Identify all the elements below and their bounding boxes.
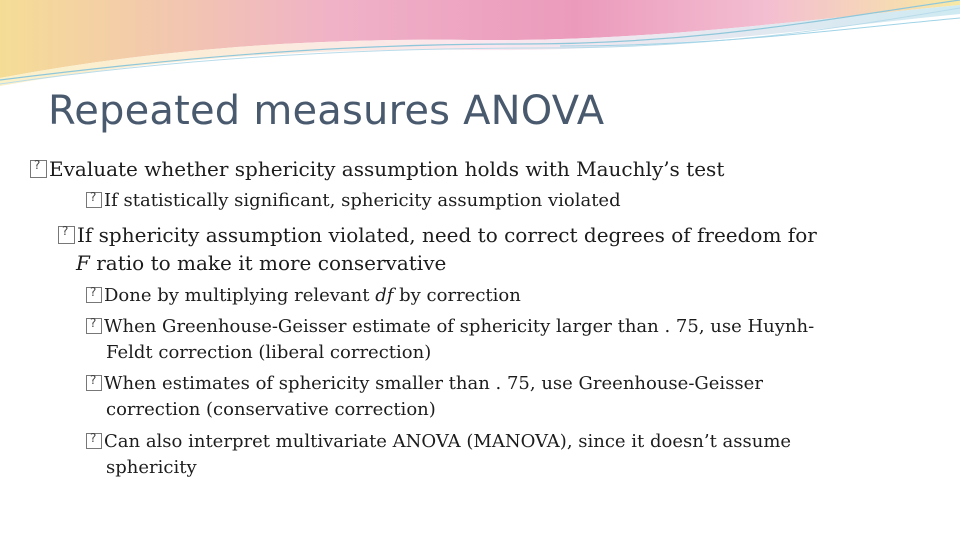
bullet-text: When estimates of sphericity smaller than . 75, use Greenhouse-Geisser [104,373,763,394]
bullet-text: Feldt correction (liberal correction) [106,342,432,363]
bullet-text: ratio to make it more conservative [89,251,447,275]
bullet-level1 [30,157,724,181]
bullet-marker-icon [86,433,102,449]
bullet-text: correction (conservative correction) [106,399,436,420]
bullet-text: Can also interpret multivariate ANOVA (MANOVA), since it doesn’t assume [104,431,792,452]
bullet-text: When Greenhouse-Geisser estimate of sphericity larger than . 75, use Huynh- [104,316,815,337]
bullet-continuation [106,457,197,478]
bullet-level2 [86,431,791,452]
bullet-marker-icon [86,318,102,334]
bullet-text: Evaluate whether sphericity assumption holds with Mauchly’s test [49,157,725,181]
bullet-text: If sphericity assumption violated, need to correct degrees of freedom for [77,223,817,247]
bullet-marker-icon [86,287,102,303]
bullet-continuation [106,342,431,363]
bullet-level1 [58,223,817,247]
bullet-level2 [86,190,621,211]
bullet-marker-icon [30,160,47,178]
bullet-text: Done by multiplying relevant [104,285,376,306]
italic-df: df [375,285,394,306]
bullet-level2 [86,316,814,337]
bullet-continuation [76,251,446,275]
slide-title: Repeated measures ANOVA [48,88,605,134]
bullet-level2 [86,373,763,394]
italic-f: F [76,251,90,275]
bullet-continuation [106,399,436,420]
bullet-text: If statistically significant, sphericity assumption violated [104,190,621,211]
bullet-marker-icon [86,192,102,208]
bullet-marker-icon [86,375,102,391]
bullet-text: sphericity [106,457,197,478]
bullet-marker-icon [58,226,75,244]
bullet-text: by correction [393,285,521,306]
bullet-level2 [86,285,521,306]
